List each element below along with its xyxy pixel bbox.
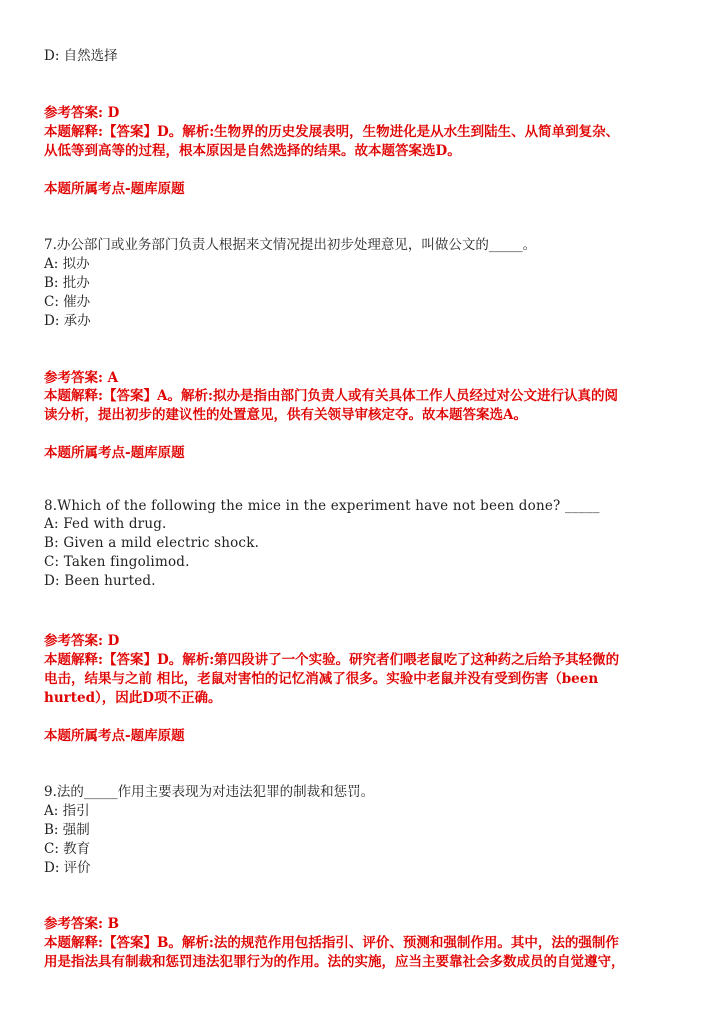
explanation-line: hurted），因此D项不正确。 <box>44 690 222 706</box>
explanation-line: 读分析，提出初步的建议性的处置意见，供有关领导审核定夺。故本题答案选A。 <box>44 407 527 423</box>
option-d: D: 评价 <box>44 860 91 876</box>
answer-label: 参考答案: D <box>44 633 120 649</box>
explanation-line: 本题解释:【答案】A。解析:拟办是指由部门负责人或有关具体工作人员经过对公文进行认真的阅 <box>44 388 618 404</box>
option-b: B: 强制 <box>44 822 90 838</box>
source-label: 本题所属考点-题库原题 <box>44 728 185 744</box>
source-label: 本题所属考点-题库原题 <box>44 181 185 197</box>
option-d: D: 承办 <box>44 313 91 329</box>
explanation-line: 本题解释:【答案】D。解析:生物界的历史发展表明，生物进化是从水生到陆生、从简单到复杂、 <box>44 124 620 140</box>
question-text: 7.办公部门或业务部门负责人根据来文情况提出初步处理意见，叫做公文的_____。 <box>44 237 537 253</box>
option-d: D: 自然选择 <box>44 48 118 64</box>
option-c: C: Taken fingolimod. <box>44 554 190 570</box>
option-c: C: 催办 <box>44 294 91 310</box>
explanation-line: 用是指法具有制裁和惩罚违法犯罪行为的作用。法的实施，应当主要靠社会多数成员的自觉遵守， <box>44 954 625 970</box>
source-label: 本题所属考点-题库原题 <box>44 445 185 461</box>
explanation-line: 从低等到高等的过程，根本原因是自然选择的结果。故本题答案选D。 <box>44 143 461 159</box>
answer-label: 参考答案: D <box>44 105 120 121</box>
option-a: A: 拟办 <box>44 256 90 272</box>
explanation-line: 本题解释:【答案】D。解析:第四段讲了一个实验。研究者们喂老鼠吃了这种药之后给予其轻微的 <box>44 652 620 668</box>
option-c: C: 教育 <box>44 841 91 857</box>
option-b: B: Given a mild electric shock. <box>44 535 260 551</box>
question-text: 9.法的_____作用主要表现为对违法犯罪的制裁和惩罚。 <box>44 784 375 800</box>
question-text: 8.Which of the following the mice in the experiment have not been done? _____ <box>44 498 600 514</box>
explanation-line: 电击，结果与之前 相比，老鼠对害怕的记忆消减了很多。实验中老鼠并没有受到伤害（been <box>44 671 599 687</box>
explanation-line: 本题解释:【答案】B。解析:法的规范作用包括指引、评价、预测和强制作用。其中，法的强制作 <box>44 935 619 951</box>
option-a: A: Fed with drug. <box>44 516 167 532</box>
answer-label: 参考答案: A <box>44 370 119 386</box>
option-a: A: 指引 <box>44 803 90 819</box>
option-d: D: Been hurted. <box>44 573 156 589</box>
answer-label: 参考答案: B <box>44 916 120 932</box>
option-b: B: 批办 <box>44 275 90 291</box>
